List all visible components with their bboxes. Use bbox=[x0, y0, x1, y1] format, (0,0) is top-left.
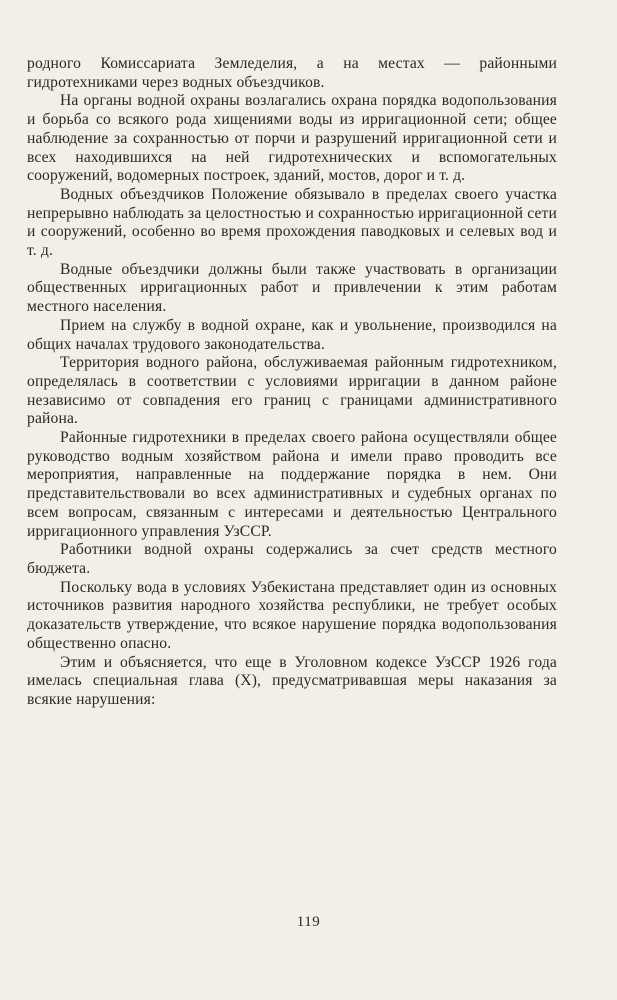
page-number: 119 bbox=[296, 914, 321, 930]
paragraph-7: Районные гидротехники в пределах своего района осуществляли общее руководство водным хозяйством района и имели право проводить все мероприятия, направленные на поддержание порядка в нем. Они представительствовали во всех административных и судебных органах по всем вопросам, связанным с интересами и деятельностью Центрального ирригационного управления УзССР. bbox=[27, 429, 557, 540]
paragraph-2: На органы водной охраны возлагались охрана порядка водопользования и борьба со всякого рода хищениями воды из ирригационной сети; общее наблюдение за сохранностью от порчи и разрушений ирригационной сети и всех находившихся на ней гидротехнических и вспомогательных сооружений, водомерных построек, зданий, мостов, дорог и т. д. bbox=[27, 92, 557, 185]
paragraph-9: Поскольку вода в условиях Узбекистана представляет один из основных источников развития народного хозяйства республики, не требует особых доказательств утверждение, что всякое нарушение порядка водопользования общественно опасно. bbox=[27, 578, 557, 652]
paragraph-4: Водные объездчики должны были также участвовать в организации общественных ирригационных работ и привлечении к этим работам местного населения. bbox=[27, 260, 557, 316]
paragraph-6: Территория водного района, обслуживаемая районным гидротехником, определялась в соответствии с условиями ирригации в данном районе независимо от совпадения его границ с границами административного района. bbox=[27, 354, 557, 428]
paragraph-1: родного Комиссариата Земледелия, а на местах — районными гидротехниками через водных объездчиков. bbox=[27, 55, 557, 91]
paragraph-8: Работники водной охраны содержались за счет средств местного бюджета. bbox=[27, 541, 557, 577]
paragraph-10: Этим и объясняется, что еще в Уголовном кодексе УзССР 1926 года имелась специальная глава (X), предусматривавшая меры наказания за всякие нарушения: bbox=[27, 653, 557, 708]
body-text bbox=[27, 55, 557, 710]
paragraph-3: Водных объездчиков Положение обязывало в пределах своего участка непрерывно наблюдать за целостностью и сохранностью ирригационной сети и сооружений, особенно во время прохождения паводковых и селевых вод и т. д. bbox=[27, 185, 557, 260]
paragraph-5: Прием на службу в водной охране, как и увольнение, производился на общих началах трудового законодательства. bbox=[27, 316, 557, 353]
